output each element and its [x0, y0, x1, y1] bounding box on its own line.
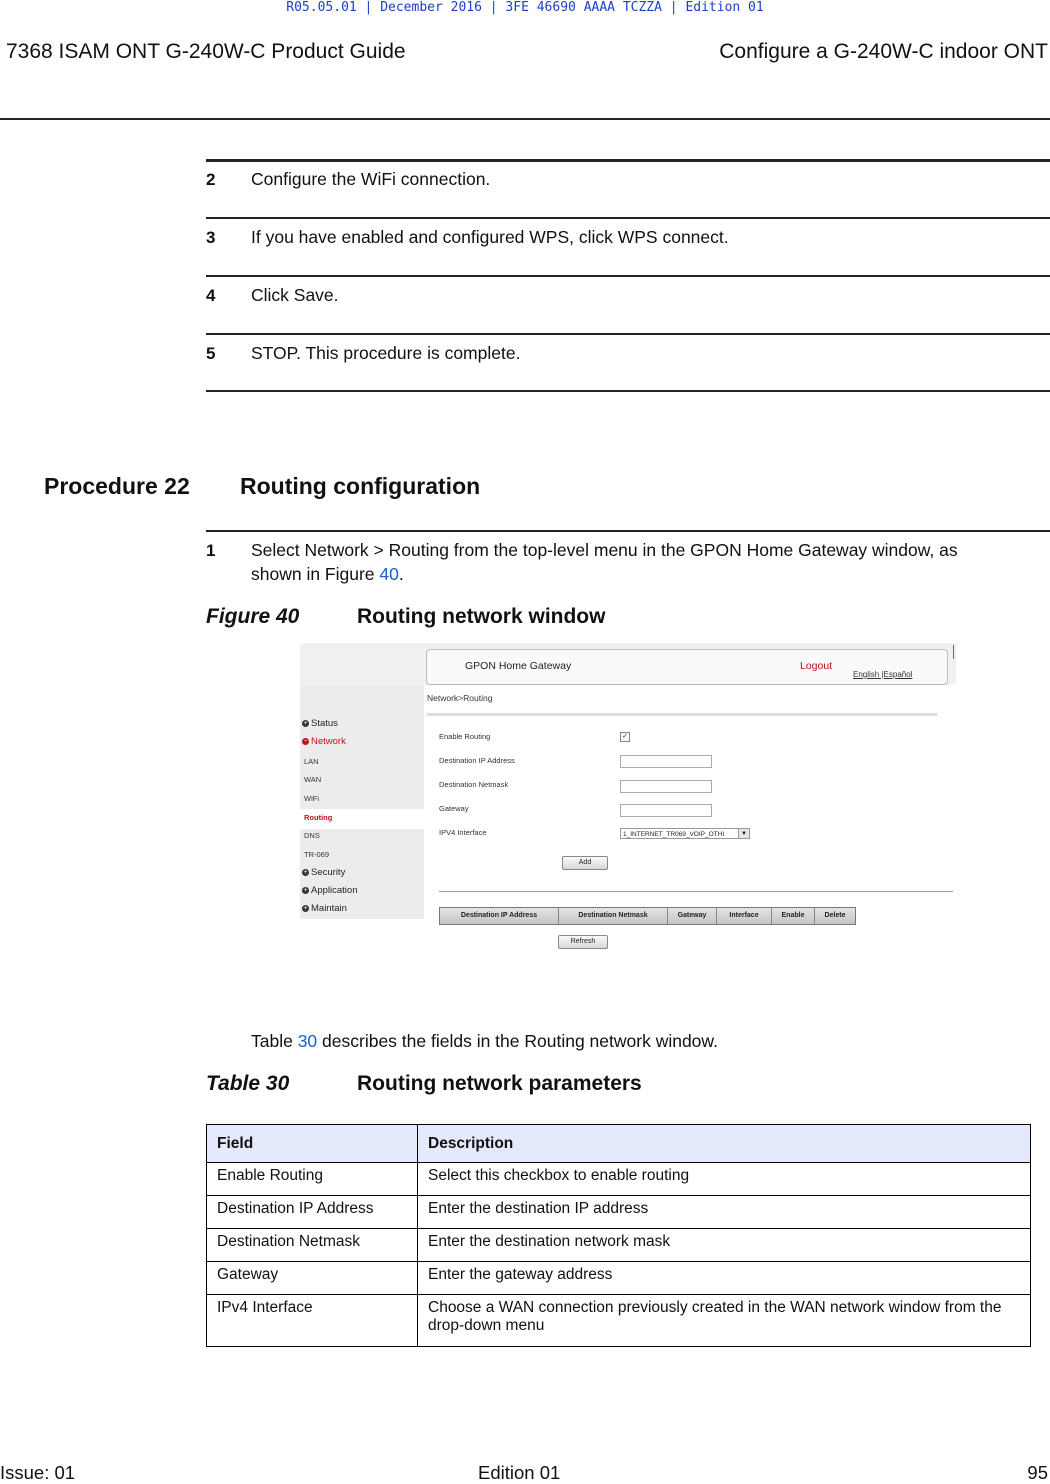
table-title: Routing network parameters [357, 1072, 642, 1095]
expand-icon: + [303, 887, 308, 894]
sidebar-item-routing[interactable]: Routing [304, 813, 333, 822]
sidebar-item-dns[interactable]: DNS [304, 831, 320, 840]
footer-edition: Edition 01 [478, 1462, 561, 1483]
sidebar-item-tr069[interactable]: TR-069 [304, 850, 330, 859]
section-divider [439, 891, 953, 892]
step-number: 5 [206, 344, 216, 363]
frame-edge [953, 645, 954, 659]
gateway-header-box [426, 649, 948, 685]
step-number: 2 [206, 170, 216, 189]
table-row [207, 1262, 1031, 1295]
collapse-icon: − [303, 738, 308, 745]
step-text: Click Save. [251, 285, 339, 305]
sidebar-item-security[interactable]: + Security [303, 867, 346, 878]
enable-routing-label: Enable Routing [439, 732, 491, 741]
table-label: Table 30 [206, 1072, 290, 1095]
step-number: 4 [206, 286, 216, 305]
header-field: Field [207, 1125, 418, 1163]
routing-window-screenshot [300, 643, 956, 955]
step-text: Select Network > Routing from the top-level menu in the GPON Home Gateway window, as [251, 540, 958, 560]
cell-field: Destination IP Address [207, 1196, 418, 1229]
breadcrumb-divider [427, 713, 937, 716]
footer-page-number: 95 [1027, 1462, 1048, 1483]
cell-description: Choose a WAN connection previously created in the WAN network window from the drop-down menu [418, 1295, 1031, 1347]
sidebar-item-network[interactable]: − Network [303, 736, 346, 747]
cell-field: Enable Routing [207, 1163, 418, 1196]
figure-label: Figure 40 [206, 605, 300, 628]
logout-link[interactable]: Logout [800, 660, 833, 672]
dest-netmask-input[interactable] [620, 780, 712, 793]
step-text: Configure the WiFi connection. [251, 169, 491, 189]
step-rule [206, 390, 1050, 392]
col-enable: Enable [772, 908, 815, 924]
col-delete: Delete [815, 908, 855, 924]
step-rule [206, 530, 1050, 532]
header-description: Description [418, 1125, 1031, 1163]
table-link[interactable]: 30 [297, 1031, 318, 1051]
table-row [207, 1196, 1031, 1229]
cell-description: Enter the destination network mask [418, 1229, 1031, 1262]
edition-stamp: R05.05.01 | December 2016 | 3FE 46690 AAAA TCZZA | Edition 01 [286, 0, 764, 15]
footer-issue: Issue: 01 [0, 1462, 76, 1483]
breadcrumb: Network>Routing [427, 693, 493, 703]
figure-link[interactable]: 40 [379, 564, 399, 584]
step-number: 1 [206, 541, 216, 560]
step-text: If you have enabled and configured WPS, click WPS connect. [251, 227, 729, 247]
procedure-title: Routing configuration [240, 473, 481, 499]
cell-field: IPv4 Interface [207, 1295, 418, 1347]
enable-routing-checkbox[interactable]: ✓ [620, 732, 630, 742]
expand-icon: + [303, 869, 308, 876]
routing-parameters-table [206, 1124, 1031, 1347]
step-rule [206, 217, 1050, 219]
sidebar-item-status[interactable]: + Status [303, 718, 338, 729]
add-button[interactable]: Add [562, 856, 608, 870]
ipv4-interface-label: IPV4 Interface [439, 828, 487, 837]
refresh-button[interactable]: Refresh [558, 935, 608, 949]
col-dest-ip: Destination IP Address [440, 908, 559, 924]
gateway-label: Gateway [439, 804, 469, 813]
header-rule [0, 118, 1050, 120]
cell-field: Destination Netmask [207, 1229, 418, 1262]
procedure-label: Procedure 22 [44, 473, 190, 499]
header-guide-title: 7368 ISAM ONT G-240W-C Product Guide [6, 40, 406, 63]
sidebar-item-lan[interactable]: LAN [304, 757, 319, 766]
sidebar-item-application[interactable]: + Application [303, 885, 358, 896]
table-header-row [207, 1125, 1031, 1163]
step-text: STOP. This procedure is complete. [251, 343, 521, 363]
routes-table-header [439, 907, 856, 925]
dest-netmask-label: Destination Netmask [439, 780, 509, 789]
cell-description: Select this checkbox to enable routing [418, 1163, 1031, 1196]
cell-field: Gateway [207, 1262, 418, 1295]
expand-icon: + [303, 720, 308, 727]
table-row [207, 1163, 1031, 1196]
ipv4-interface-select[interactable]: 1_INTERNET_TR069_VOIP_OTHI ▼ [620, 828, 750, 839]
col-interface: Interface [717, 908, 772, 924]
expand-icon: + [303, 905, 308, 912]
sidebar-item-maintain[interactable]: + Maintain [303, 903, 347, 914]
table-row [207, 1295, 1031, 1347]
col-gateway: Gateway [668, 908, 717, 924]
step-rule [206, 275, 1050, 277]
step-rule [206, 159, 1050, 162]
sidebar-item-wan[interactable]: WAN [304, 775, 322, 784]
table-intro: Table 30 describes the fields in the Routing network window. [251, 1031, 718, 1051]
figure-title: Routing network window [357, 605, 606, 628]
gateway-input[interactable] [620, 804, 712, 817]
cell-description: Enter the gateway address [418, 1262, 1031, 1295]
step-text-continued: shown in Figure 40. [251, 564, 404, 584]
language-links[interactable]: English |Español [853, 670, 913, 679]
table-row [207, 1229, 1031, 1262]
step-rule [206, 333, 1050, 335]
gateway-title: GPON Home Gateway [465, 660, 572, 672]
col-dest-netmask: Destination Netmask [559, 908, 668, 924]
sidebar-item-wifi[interactable]: WiFi [304, 794, 319, 803]
dest-ip-label: Destination IP Address [439, 756, 515, 765]
header-section-title: Configure a G-240W-C indoor ONT [719, 40, 1048, 63]
dest-ip-input[interactable] [620, 755, 712, 768]
cell-description: Enter the destination IP address [418, 1196, 1031, 1229]
step-number: 3 [206, 228, 216, 247]
chevron-down-icon: ▼ [738, 829, 749, 838]
